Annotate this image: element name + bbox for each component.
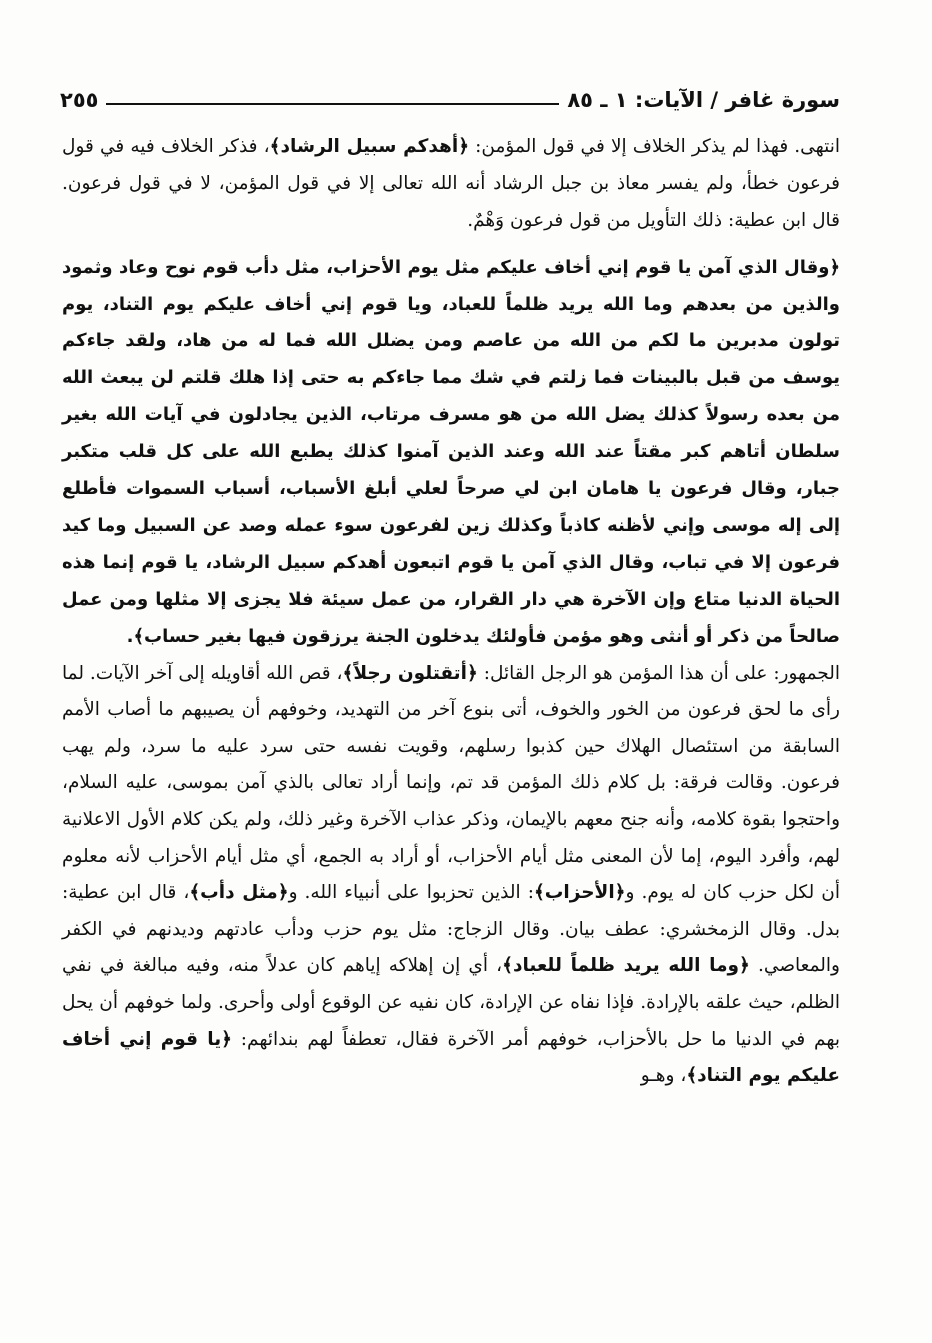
quoted-verse-zulman: ﴿وما الله يريد ظلماً للعباد﴾: [502, 955, 750, 977]
commentary-text-1: الجمهور: على أن هذا المؤمن هو الرجل القائل:: [477, 662, 840, 684]
quranic-verses-block: ﴿وقال الذي آمن يا قوم إني أخاف عليكم مثل يوم الأحزاب، مثل دأب قوم نوح وعاد وثمود والذين من بعدهم وما الله يريد ظلماً للعباد، ويا قوم إني أخاف عليكم يوم التناد، يوم تولون مدبرين ما لكم من الله من عاصم ومن يضلل الله فما له من هاد، ولقد جاءكم يوسف من قبل بالبينات فما زلتم في شك مما جاءكم به حتى إذا هلك قلتم لن يبعث الله من بعده رسولاً كذلك يضل الله من هو مسرف مرتاب، الذين يجادلون في آيات الله بغير سلطان أتاهم كبر مقتاً عند الله وعند الذين آمنوا كذلك يطبع الله على كل قلب متكبر جبار، وقال فرعون يا هامان ابن لي صرحاً لعلي أبلغ الأسباب، أسباب السموات فأطلع إلى إله موسى وإني لأظنه كاذباً وكذلك زين لفرعون سوء عمله وصد عن السبيل وما كيد فرعون إلا في تباب، وقال الذي آمن يا قوم اتبعون أهدكم سبيل الرشاد، يا قوم إنما هذه الحياة الدنيا متاع وإن الآخرة هي دار القرار، من عمل سيئة فلا يجزى إلا مثلها ومن عمل صالحاً من ذكر أو أنثى وهو مؤمن فأولئك يدخلون الجنة يرزقون فيها بغير حساب﴾.: [62, 256, 840, 647]
page-number: ٢٥٥: [60, 88, 99, 112]
paragraph-intro: [62, 128, 840, 240]
commentary-text-3: : الذين تحزبوا على أنبياء الله. و: [288, 882, 534, 904]
quoted-verse-ataqtuluna: ﴿أتقتلون رجلاً﴾: [342, 662, 478, 684]
quoted-word-mithl-daab: ﴿مثل دأب﴾: [189, 882, 289, 904]
intro-text-1: انتهى. فهذا لم يذكر الخلاف إلا في قول المؤمن:: [469, 136, 841, 157]
commentary-text-2: ، قص الله أقاويله إلى آخر الآيات. لما رأى ما لحق فرعون من الخور والخوف، أتى بنوع آخر من التهديد، وخوفهم أن يصيبهم ما أصاب الأمم السابقة من استئصال الهلاك حين كذبوا رسلهم، وقويت نفسه حتى سرد عليه ما سرد، ولم يهب فرعون. وقالت فرقة: بل كلام ذلك المؤمن قد تم، وإنما أراد تعالى بالذي آمن بموسى، عليه السلام، واحتجوا بقوة كلامه، وأنه جنح معهم بالإيمان، وذكر عذاب الآخرة وغير ذلك، ولم يكن كلام الأول الاعلانية لهم، وأفرد اليوم، إما لأن المعنى مثل أيام الأحزاب، أو أراد به الجمع، أي مثل أيام الأحزاب لأنه معلوم أن لكل حزب كان له يوم. و: [62, 662, 840, 904]
commentary-text-4: ، قال ابن عطية: بدل. وقال الزمخشري: عطف بيان. وقال الزجاج: مثل يوم حزب ودأب عادتهم وديدنهم في الكفر والمعاصي.: [62, 882, 840, 977]
page-body: [62, 128, 840, 1095]
quoted-verse-ahdikum: ﴿أهدكم سبيل الرشاد﴾: [269, 136, 470, 157]
running-header-title: سورة غافر / الآيات: ١ ـ ٨٥: [567, 88, 840, 112]
intro-text-2: ، فذكر الخلاف فيه في قول فرعون خطأ، ولم يفسر معاذ بن جبل الرشاد أنه الله تعالى إلا في قول المؤمن، لا في قول فرعون. قال ابن عطية: ذلك التأويل من قول فرعون وَهْمٌ.: [62, 136, 840, 232]
quoted-word-ahzab: ﴿الأحزاب﴾: [533, 882, 626, 904]
quoted-verse-tanad: ﴿يا قوم إني أخاف عليكم يوم التناد﴾: [62, 1028, 840, 1087]
commentary-text-6: ، وهـو: [640, 1065, 687, 1087]
running-header: [60, 78, 840, 112]
commentary-text-5: ، أي إن إهلاكه إياهم كان عدلاً منه، وفيه مبالغة في نفي الظلم، حيث علقه بالإرادة. فإذا نفاه عن الإرادة، كان نفيه عن الوقوع أولى وأحرى. ولما خوفهم أن يحل بهم في الدنيا ما حل بالأحزاب، خوفهم أمر الآخرة فقال، تعطفاً لهم بندائهم:: [62, 955, 840, 1050]
header-rule: [106, 103, 559, 105]
paragraph-commentary: [62, 656, 840, 1095]
